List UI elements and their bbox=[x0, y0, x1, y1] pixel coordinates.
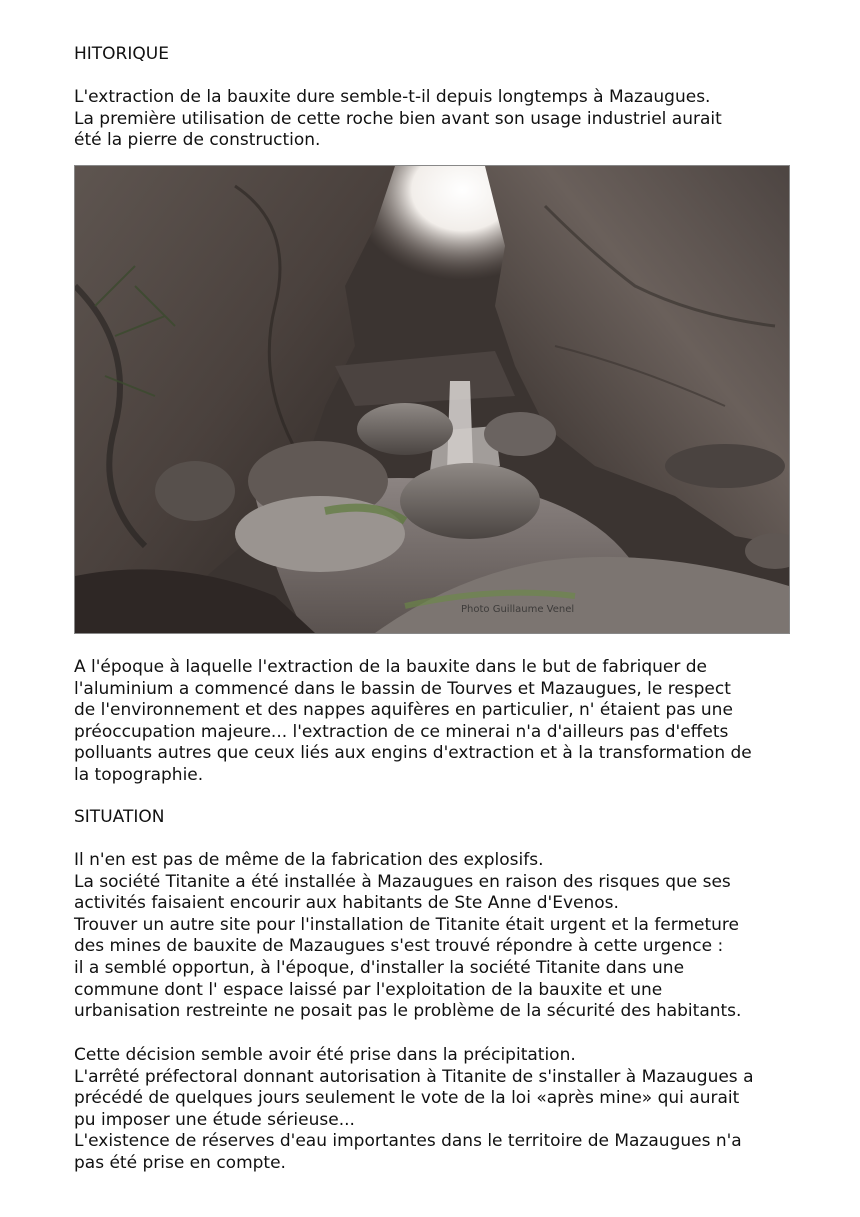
heading-situation bbox=[74, 807, 794, 829]
paragraph-decision bbox=[74, 1045, 794, 1175]
paragraph-line: Cette décision semble avoir été prise dans la précipitation. bbox=[74, 1045, 576, 1065]
paragraph-line: urbanisation restreinte ne posait pas le problème de la sécurité des habitants. bbox=[74, 1001, 742, 1022]
paragraph-line: Trouver un autre site pour l'installation de Titanite était urgent et la fermeture bbox=[74, 914, 739, 935]
photo-illustration bbox=[75, 166, 789, 633]
intro-line: L'extraction de la bauxite dure semble-t-il depuis longtemps à Mazaugues. bbox=[74, 87, 711, 107]
paragraph-titanite bbox=[74, 850, 794, 1023]
paragraph-line: il a semblé opportun, à l'époque, d'installer la société Titanite dans une bbox=[74, 957, 685, 978]
paragraph-line: polluants autres que ceux liés aux engins d'extraction et à la transformation de bbox=[74, 743, 752, 764]
paragraph-line: précédé de quelques jours seulement le vote de la loi «après mine» qui aurait bbox=[74, 1088, 740, 1109]
heading-historique-text: HITORIQUE bbox=[74, 44, 169, 64]
paragraph-bauxite-history bbox=[74, 657, 794, 787]
canyon-waterfall-photo bbox=[74, 165, 790, 634]
paragraph-line: Il n'en est pas de même de la fabrication des explosifs. bbox=[74, 850, 544, 870]
intro-line: La première utilisation de cette roche bien avant son usage industriel aurait bbox=[74, 108, 722, 129]
paragraph-line: préoccupation majeure... l'extraction de ce minerai n'a d'ailleurs pas d'effets bbox=[74, 721, 729, 742]
paragraph-line: A l'époque à laquelle l'extraction de la bauxite dans le but de fabriquer de bbox=[74, 657, 707, 677]
heading-situation-text: SITUATION bbox=[74, 807, 165, 827]
paragraph-line: la topographie. bbox=[74, 764, 204, 785]
paragraph-line: l'aluminium a commencé dans le bassin de Tourves et Mazaugues, le respect bbox=[74, 678, 731, 699]
paragraph-line: L'arrêté préfectoral donnant autorisation à Titanite de s'installer à Mazaugues a bbox=[74, 1066, 754, 1087]
heading-historique bbox=[74, 44, 794, 66]
paragraph-line: des mines de bauxite de Mazaugues s'est trouvé répondre à cette urgence : bbox=[74, 936, 724, 957]
paragraph-line: commune dont l' espace laissé par l'exploitation de la bauxite et une bbox=[74, 979, 663, 1000]
paragraph-line: activités faisaient encourir aux habitants de Ste Anne d'Evenos. bbox=[74, 893, 619, 914]
intro-line: été la pierre de construction. bbox=[74, 130, 321, 151]
intro-paragraph bbox=[74, 87, 794, 152]
paragraph-line: pu imposer une étude sérieuse... bbox=[74, 1109, 355, 1130]
paragraph-line: L'existence de réserves d'eau importantes dans le territoire de Mazaugues n'a bbox=[74, 1131, 742, 1152]
paragraph-line: La société Titanite a été installée à Mazaugues en raison des risques que ses bbox=[74, 871, 731, 892]
photo-credit: Photo Guillaume Venel bbox=[461, 604, 575, 615]
paragraph-line: de l'environnement et des nappes aquifères en particulier, n' étaient pas une bbox=[74, 700, 733, 721]
paragraph-line: pas été prise en compte. bbox=[74, 1152, 286, 1173]
